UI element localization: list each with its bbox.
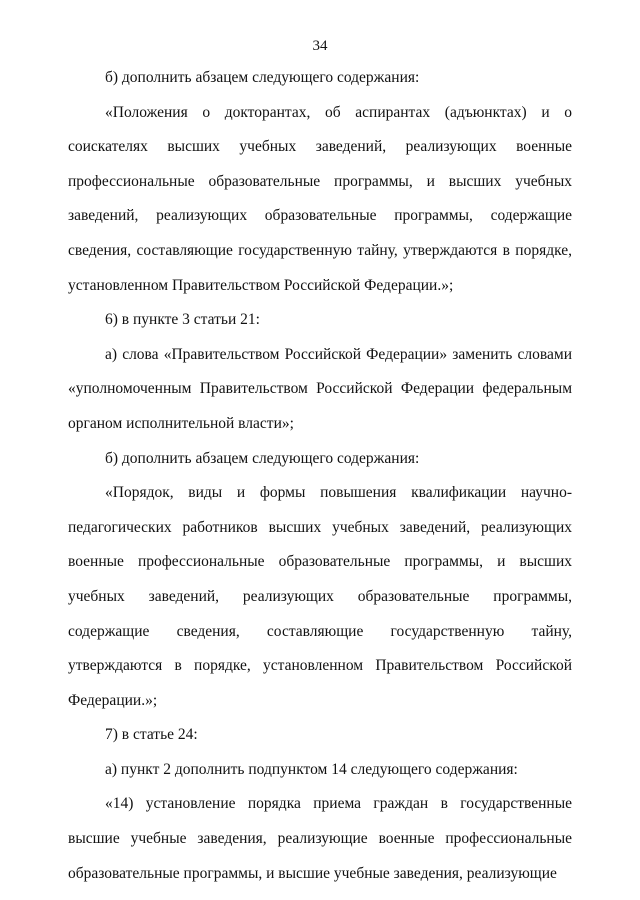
document-body bbox=[68, 61, 572, 891]
paragraph-1: б) дополнить абзацем следующего содержания: bbox=[105, 69, 420, 86]
page-number: 34 bbox=[312, 38, 328, 54]
paragraph-6: «Порядок, виды и формы повышения квалификации научно-педагогических работников высших учебных заведений, реализующих военные профессиональные образовательные программы, и высших учебных заведений, реализующих образовательные программы, содержащие сведения, составляющие государственную тайну, утверждаются в порядке, установленном Правительством Российской Федерации.»; bbox=[68, 484, 572, 709]
paragraph-4: а) слова «Правительством Российской Федерации» заменить словами «уполномоченным Правительством Российской Федерации федеральным органом исполнительной власти»; bbox=[68, 345, 572, 432]
paragraph-9: «14) установление порядка приема граждан в государственные высшие учебные заведения, реализующие военные профессиональные образовательные программы, и высшие учебные заведения, реализующие bbox=[68, 795, 572, 882]
paragraph-8: а) пункт 2 дополнить подпунктом 14 следующего содержания: bbox=[105, 760, 518, 778]
paragraph-2: «Положения о докторантах, об аспирантах (адъюнктах) и о соискателях высших учебных заведений, реализующих военные профессиональные образовательные программы, и высших учебных заведений, реализующих образовательные программы, содержащие сведения, составляющие государственную тайну, утверждаются в порядке, установленном Правительством Российской Федерации.»; bbox=[68, 103, 572, 294]
paragraph-3: 6) в пункте 3 статьи 21: bbox=[105, 311, 260, 329]
paragraph-5: б) дополнить абзацем следующего содержания: bbox=[105, 449, 420, 467]
paragraph-7: 7) в статье 24: bbox=[105, 726, 198, 744]
